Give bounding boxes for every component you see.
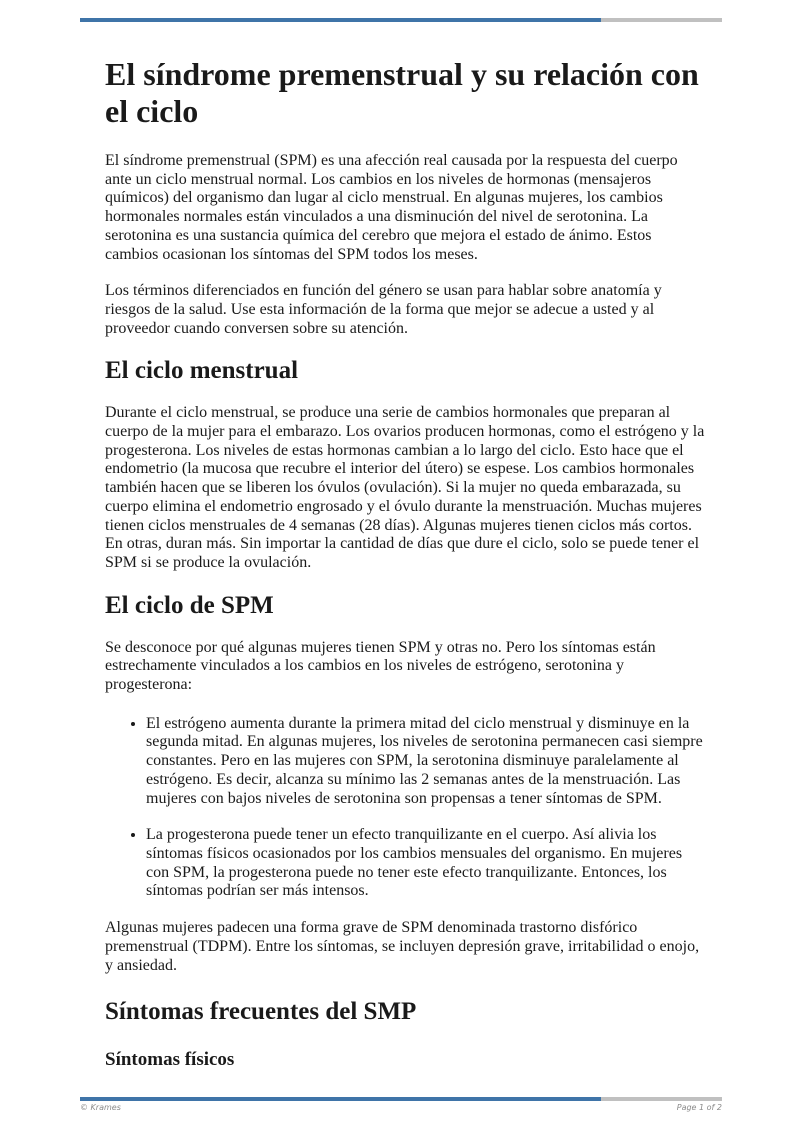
page-footer — [80, 1103, 722, 1112]
header-rule-accent — [80, 18, 601, 22]
spm-cycle-outro: Algunas mujeres padecen una forma grave de SPM denominada trastorno disfórico premenstrual (TDPM). Entre los síntomas, se incluyen depresión grave, irritabilidad o enojo, y ansiedad. — [105, 919, 700, 974]
footer-rule — [80, 1097, 722, 1101]
spm-cycle-intro: Se desconoce por qué algunas mujeres tienen SPM y otras no. Pero los síntomas están estrechamente vinculados a los cambios en los niveles de estrógeno, serotonina y progesterona: — [105, 638, 656, 694]
header-rule-secondary — [601, 18, 722, 22]
intro-paragraph-1: El síndrome premenstrual (SPM) es una afección real causada por la respuesta del cuerpo ante un ciclo menstrual normal. Los cambios en los niveles de hormonas (mensajeros químicos) del organismo dan lugar al ciclo menstrual. En algunas mujeres, los cambios hormonales normales están vinculados a una disminución del nivel de serotonina. La serotonina es una sustancia química del cerebro que mejora el estado de ánimo. Estos cambios ocasionan los síntomas del SPM todos los meses. — [105, 152, 678, 263]
subheading-physical-symptoms: Síntomas físicos — [105, 1049, 235, 1071]
copyright-text: © Krames — [80, 1103, 121, 1112]
section-heading-common-symptoms: Síntomas frecuentes del SMP — [105, 998, 417, 1026]
section-heading-menstrual-cycle: El ciclo menstrual — [105, 357, 299, 385]
spm-cycle-list — [105, 715, 705, 901]
list-item-estrogen: • El estrógeno aumenta durante la primera mitad del ciclo menstrual y disminuye en la segunda mitad. En algunas mujeres, los niveles de serotonina permanecen casi siempre constantes. Pero en las mujeres con SPM, la serotonina disminuye paralelamente al estrógeno. Es decir, alcanza su mínimo las 2 semanas antes de la menstruación. Las mujeres con bajos niveles de serotonina son propensas a tener síntomas de SPM. — [146, 715, 705, 809]
document-body — [105, 56, 705, 1071]
footer-rule-secondary — [601, 1097, 722, 1101]
header-rule — [80, 18, 722, 22]
footer-rule-accent — [80, 1097, 601, 1101]
intro-paragraph-2: Los términos diferenciados en función del género se usan para hablar sobre anatomía y riesgos de la salud. Use esta información de la forma que mejor se adecue a usted y al proveedor cuando conversen sobre su atención. — [105, 282, 662, 337]
menstrual-cycle-paragraph: Durante el ciclo menstrual, se produce una serie de cambios hormonales que preparan al cuerpo de la mujer para el embarazo. Los ovarios producen hormonas, como el estrógeno y la progesterona. Los niveles de estas hormonas cambian a lo largo del ciclo. Esto hace que el endometrio (la mucosa que recubre el interior del útero) se espese. Los cambios hormonales también hacen que se liberen los óvulos (ovulación). Si la mujer no queda embarazada, su cuerpo elimina el endometrio engrosado y el óvulo durante la menstruación. Muchas mujeres tienen ciclos menstruales de 4 semanas (28 días). Algunas mujeres tienen ciclos más cortos. En otras, duran más. Sin importar la cantidad de días que dure el ciclo, solo se puede tener el SPM si se produce la ovulación. — [105, 404, 705, 571]
page-title: El síndrome premenstrual y su relación con el ciclo — [105, 56, 699, 129]
section-heading-spm-cycle: El ciclo de SPM — [105, 591, 274, 619]
page-number: Page 1 of 2 — [676, 1103, 722, 1112]
list-item-progesterone: • La progesterona puede tener un efecto tranquilizante en el cuerpo. Así alivia los síntomas físicos ocasionados por los cambios mensuales del organismo. En mujeres con SPM, la progesterona puede no tener este efecto tranquilizante. Entonces, los síntomas podrían ser más intensos. — [146, 826, 705, 901]
